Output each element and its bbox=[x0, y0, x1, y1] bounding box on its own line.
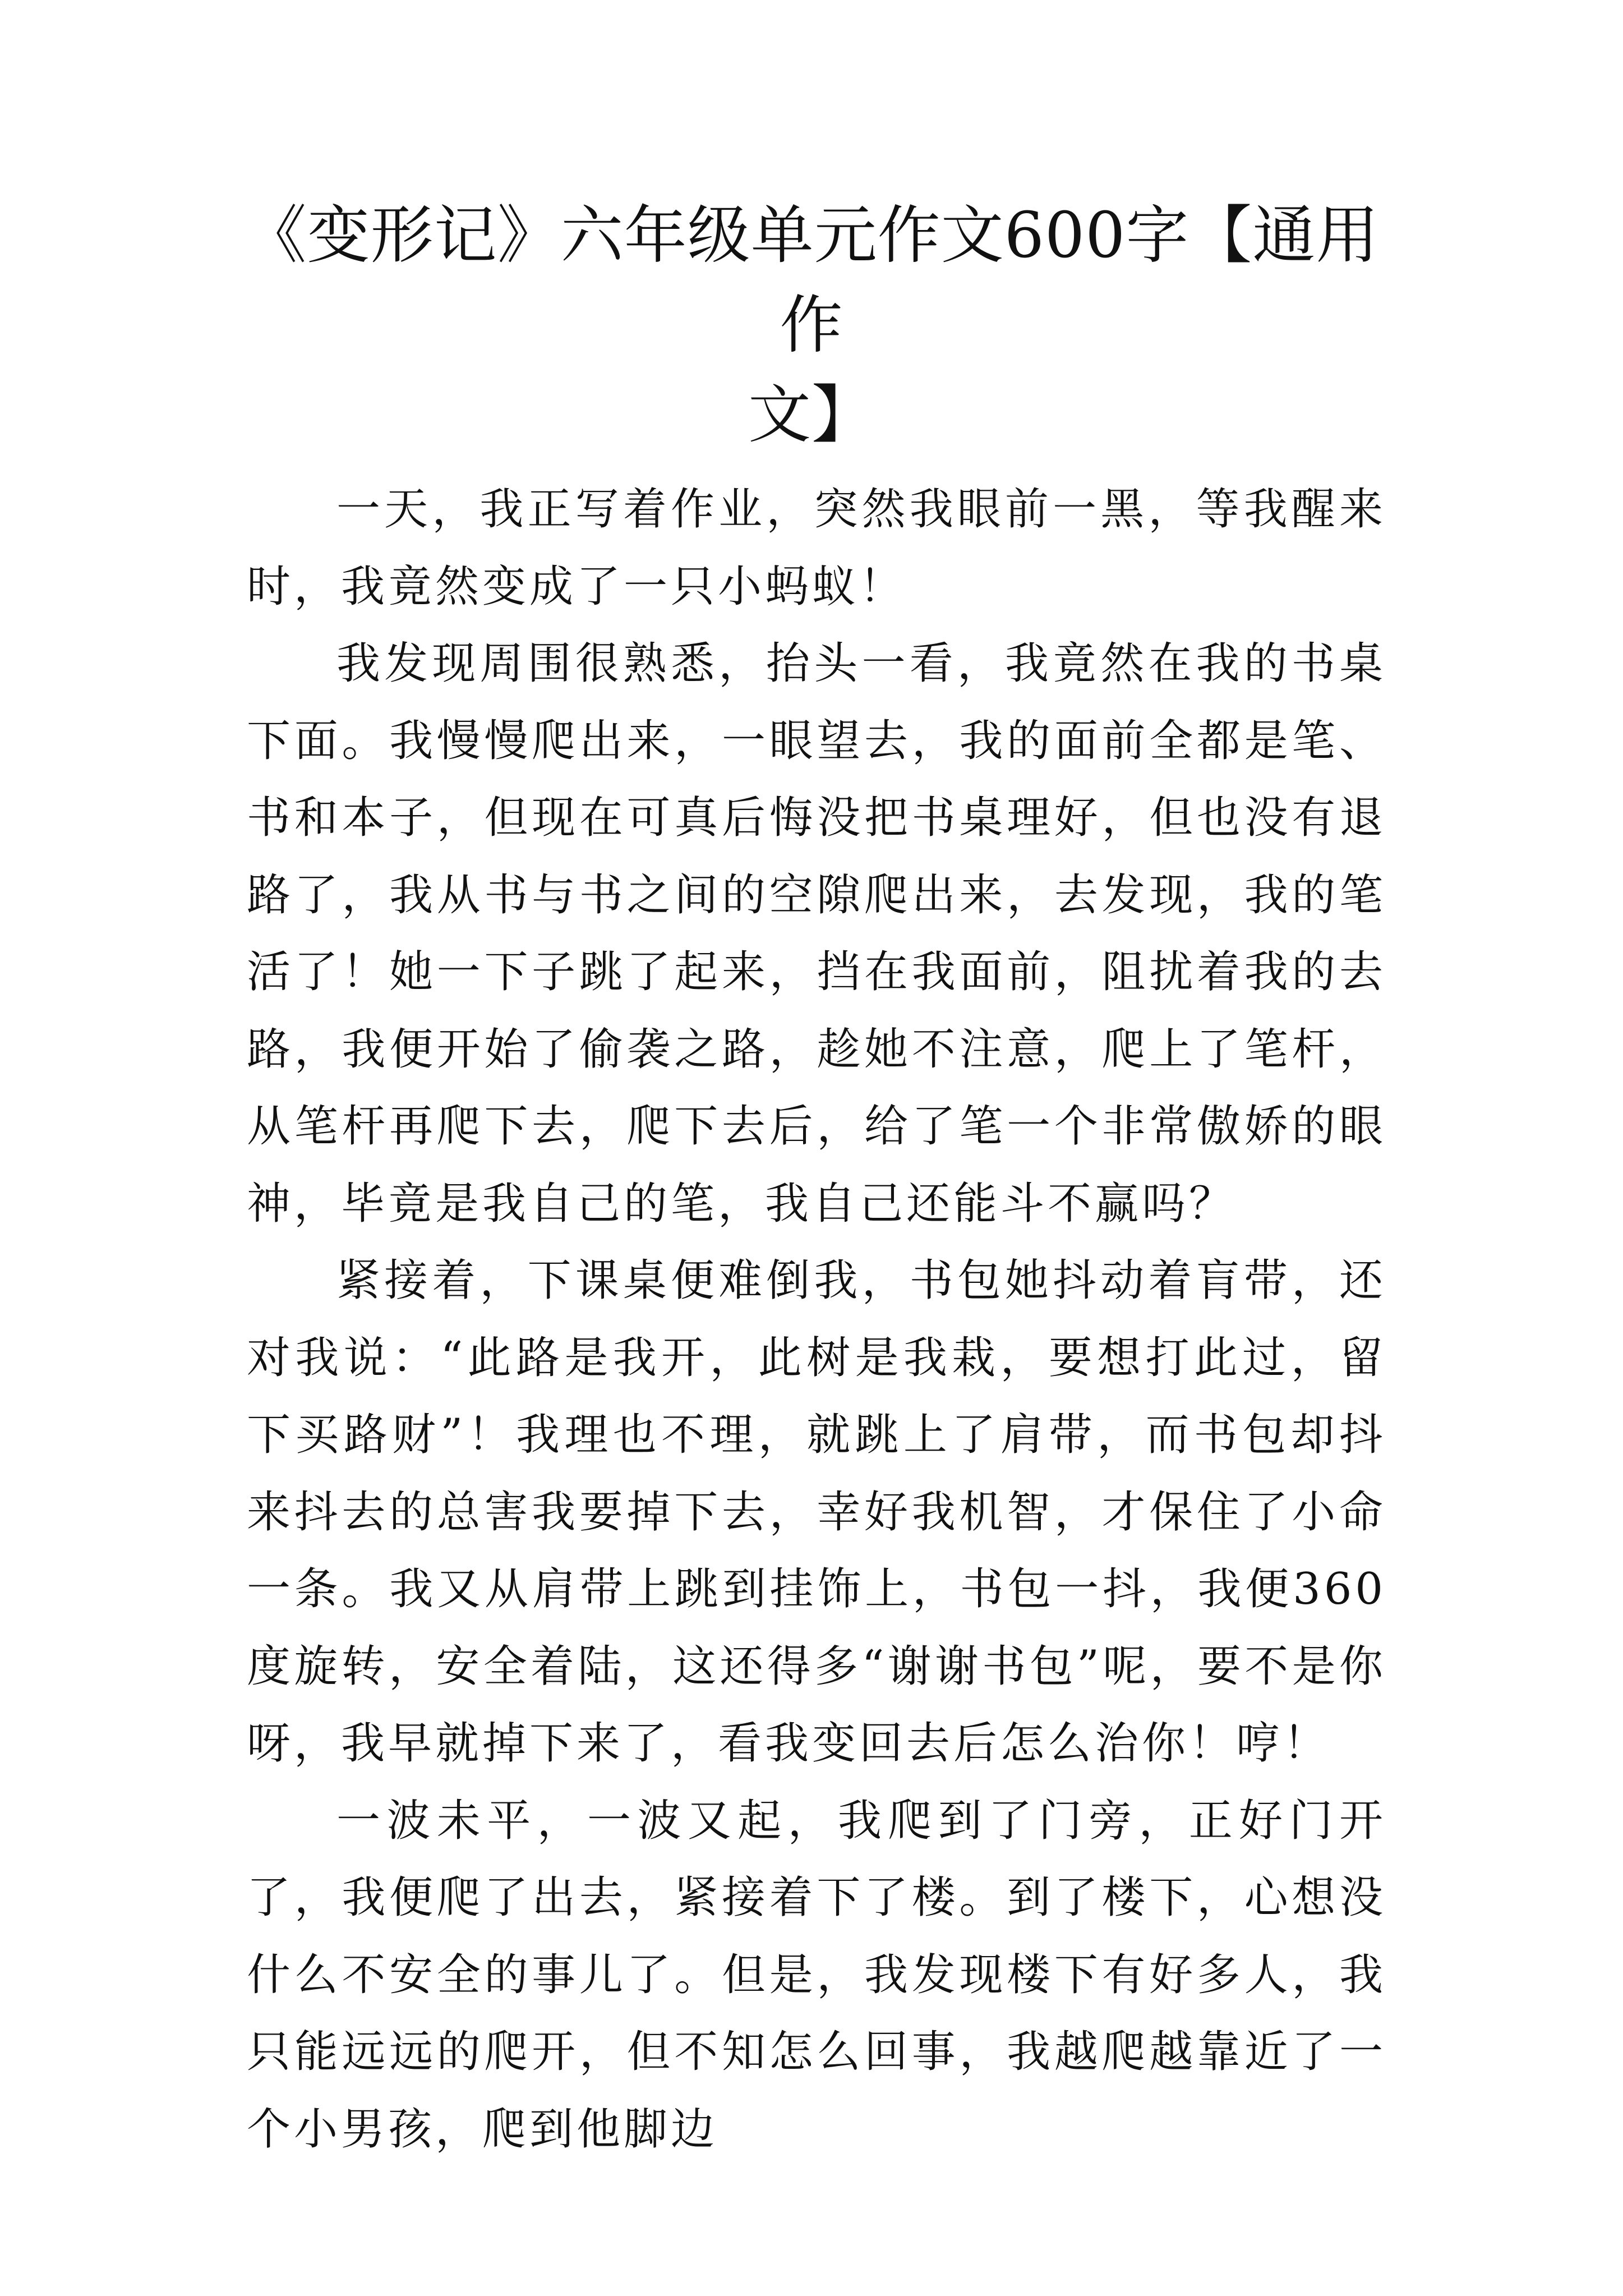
document-title bbox=[236, 191, 1387, 460]
paragraph-3: 紧接着，下课桌便难倒我，书包她抖动着肓带，还对我说：“此路是我开，此树是我栽，要想打此过，留下买路财”！我理也不理，就跳上了肩带，而书包却抖来抖去的总害我要掉下去，幸好我机智，才保住了小命一条。我又从肩带上跳到挂饰上，书包一抖，我便360度旋转，安全着陆，这还得多“谢谢书包”呢，要不是你呀，我早就掉下来了，看我变回去后怎么治你！哼！ bbox=[247, 1255, 1386, 1769]
paragraph-4: 一波未平，一波又起，我爬到了门旁，正好门开了，我便爬了出去，紧接着下了楼。到了楼下，心想没什么不安全的事儿了。但是，我发现楼下有好多人，我只能远远的爬开，但不知怎么回事，我越爬越靠近了一个小男孩，爬到他脚边 bbox=[247, 1795, 1386, 2155]
title-line-2: 文】 bbox=[748, 379, 875, 452]
paragraph-1: 一天，我正写着作业，突然我眼前一黑，等我醒来时，我竟然变成了一只小蚂蚁！ bbox=[247, 484, 1386, 612]
document-body bbox=[247, 471, 1386, 2168]
paragraph-2: 我发现周围很熟悉，抬头一看，我竟然在我的书桌下面。我慢慢爬出来，一眼望去，我的面前全都是笔、书和本子，但现在可真后悔没把书桌理好，但也没有退路了，我从书与书之间的空隙爬出来，去发现，我的笔活了！她一下子跳了起来，挡在我面前，阻扰着我的去路，我便开始了偷袭之路，趁她不注意，爬上了笔杆，从笔杆再爬下去，爬下去后，给了笔一个非常傲娇的眼神，毕竟是我自己的笔，我自己还能斗不赢吗？ bbox=[247, 638, 1386, 1229]
title-line-1: 《变形记》六年级单元作文600字【通用作 bbox=[243, 199, 1380, 362]
